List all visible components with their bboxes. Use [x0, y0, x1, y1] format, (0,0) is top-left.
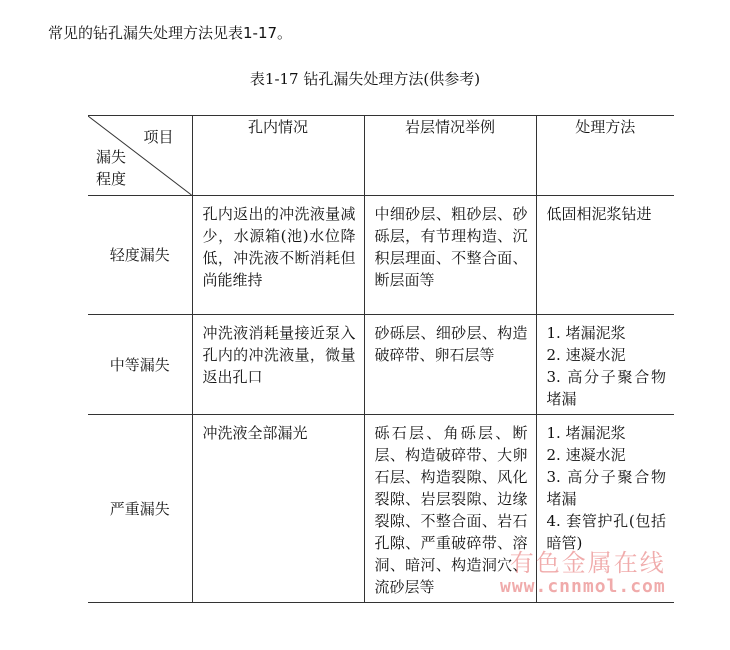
leak-level-cell: 严重漏失	[88, 415, 192, 603]
diagonal-header-cell	[88, 116, 192, 196]
leakage-treatment-table	[88, 115, 674, 603]
header-rock-condition: 岩层情况举例	[364, 116, 536, 196]
treatment-method-cell	[536, 415, 674, 603]
header-item-label: 项目	[143, 128, 174, 146]
inside-condition-cell: 冲洗液消耗量接近泵入孔内的冲洗液量，微量返出孔口	[192, 315, 364, 415]
header-inside-condition: 孔内情况	[192, 116, 364, 196]
treatment-method-cell	[536, 315, 674, 415]
header-treatment-method: 处理方法	[536, 116, 674, 196]
header-degree-label: 程度	[96, 170, 127, 188]
header-leak-label: 漏失	[96, 148, 127, 166]
table-row-medium	[88, 315, 674, 415]
leak-level-cell: 轻度漏失	[88, 196, 192, 315]
watermark-cn-text: 有色金属在线	[509, 549, 666, 577]
inside-condition-cell: 冲洗液全部漏光	[192, 415, 364, 603]
table-header-row	[88, 116, 674, 196]
rock-condition-cell: 中细砂层、粗砂层、砂砾层，有节理构造、沉积层理面、不整合面、断层面等	[364, 196, 536, 315]
method-item: 低固相泥浆钻进	[546, 205, 652, 223]
method-item: 1. 堵漏泥浆	[546, 324, 626, 342]
method-item: 2. 速凝水泥	[546, 446, 626, 464]
method-item: 3. 高分子聚合物堵漏	[546, 368, 666, 408]
rock-condition-cell: 砾石层、角砾层、断层、构造破碎带、大卵石层、构造裂隙、风化裂隙、岩层裂隙、边缘裂隙、不整合面、岩石孔隙、严重破碎带、溶洞、暗河、构造洞穴、流砂层等	[364, 415, 536, 603]
rock-condition-cell: 砂砾层、细砂层、构造破碎带、卵石层等	[364, 315, 536, 415]
table-caption: 表1-17 钻孔漏失处理方法(供参考)	[249, 70, 481, 88]
method-item: 3. 高分子聚合物堵漏	[546, 468, 666, 508]
method-item: 2. 速凝水泥	[546, 346, 626, 364]
table-row-severe	[88, 415, 674, 603]
treatment-method-cell	[536, 196, 674, 315]
method-item: 4. 套管护孔(包括暗管)	[546, 512, 666, 552]
table-row-light	[88, 196, 674, 315]
intro-paragraph: 常见的钻孔漏失处理方法见表1-17。	[48, 24, 293, 42]
method-item: 1. 堵漏泥浆	[546, 424, 626, 442]
leak-level-cell: 中等漏失	[88, 315, 192, 415]
inside-condition-cell: 孔内返出的冲洗液量减少，水源箱(池)水位降低，冲洗液不断消耗但尚能维持	[192, 196, 364, 315]
watermark-url-text: www.cnnmol.com	[500, 576, 666, 597]
